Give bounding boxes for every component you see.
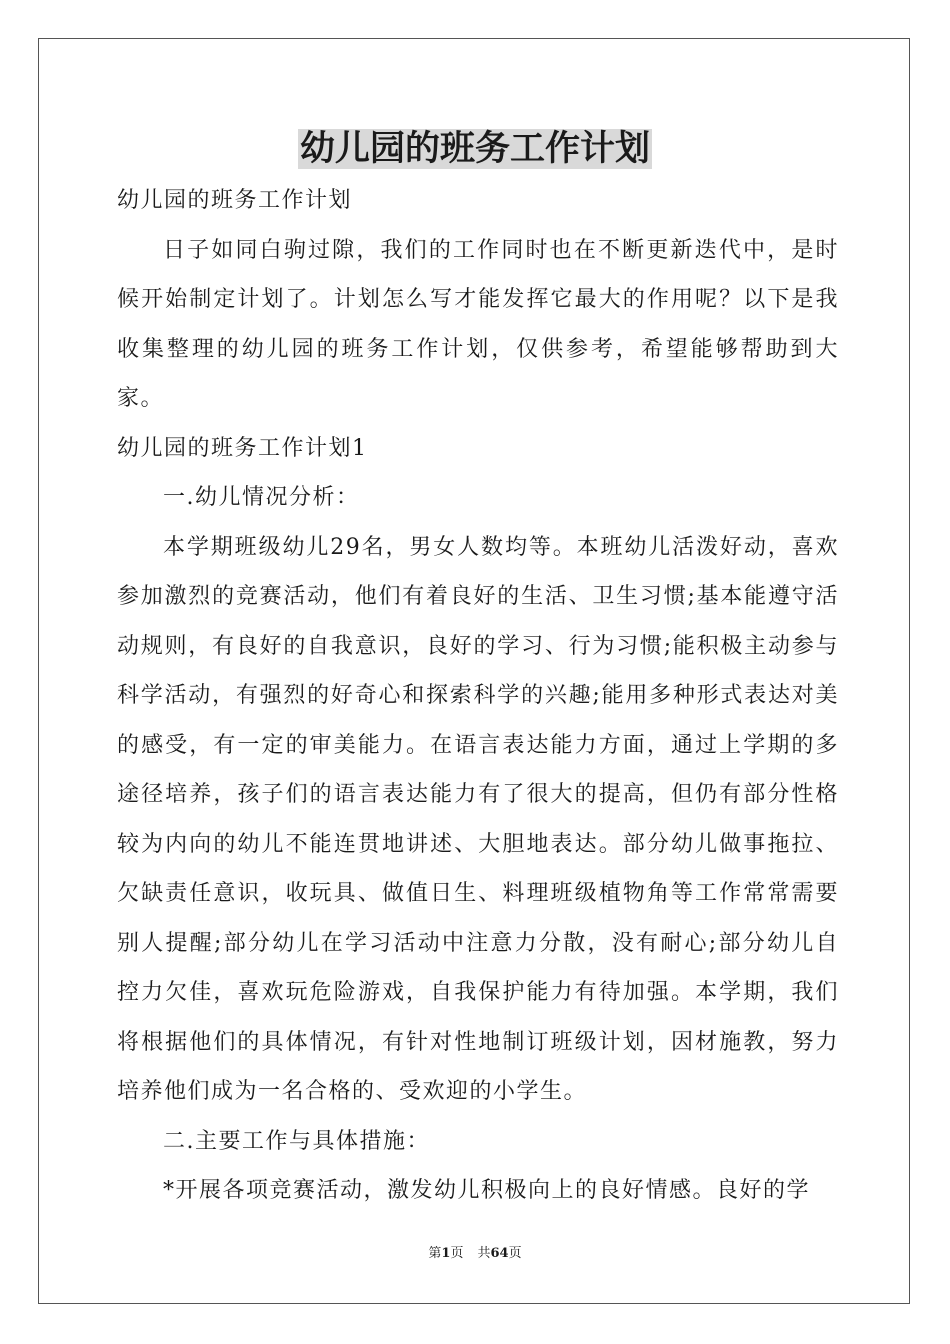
total-page-count: 64 [490,1246,509,1261]
section-heading-child-analysis: 一.幼儿情况分析： [163,485,360,510]
child-analysis-paragraph: 本学期班级幼儿29名，男女人数均等。本班幼儿活泼好动，喜欢参加激烈的竞赛活动，他们有着良好的生活、卫生习惯;基本能遵守活动规则，有良好的自我意识，良好的学习、行为习惯;能积极主动参与科学活动，有强烈的好奇心和探索科学的兴趣;能用多种形式表达对美的感受，有一定的审美能力。在语言表达能力方面，通过上学期的多途径培养，孩子们的语言表达能力有了很大的提高，但仍有部分性格较为内向的幼儿不能连贯地讲述、大胆地表达。部分幼儿做事拖拉、欠缺责任意识，收玩具、做值日生、料理班级植物角等工作常常需要别人提醒;部分幼儿在学习活动中注意力分散，没有耐心;部分幼儿自控力欠佳，喜欢玩危险游戏，自我保护能力有待加强。本学期，我们将根据他们的具体情况，有针对性地制订班级计划，因材施教，努力培养他们成为一名合格的、受欢迎的小学生。 [117,534,839,1104]
document-title-text: 幼儿园的班务工作计划 [299,129,650,169]
subtitle-line: 幼儿园的班务工作计划 [117,188,353,213]
main-work-paragraph: *开展各项竞赛活动，激发幼儿积极向上的良好情感。良好的学 [163,1178,811,1203]
total-suffix: 页 [508,1246,522,1261]
intro-paragraph: 日子如同白驹过隙，我们的工作同时也在不断更新迭代中，是时候开始制定计划了。计划怎么写才能发挥它最大的作用呢？以下是我收集整理的幼儿园的班务工作计划，仅供参考，希望能够帮助到大家。 [117,237,839,411]
total-prefix: 共 [477,1246,491,1261]
page-footer [0,1245,950,1263]
page-suffix: 页 [450,1246,464,1261]
section-heading-main-work: 二.主要工作与具体措施： [163,1128,430,1154]
document-body [117,176,839,1216]
page-prefix: 第 [428,1246,442,1261]
current-page-number: 1 [441,1246,451,1261]
section-heading-plan-1: 幼儿园的班务工作计划1 [117,435,368,461]
document-title [0,124,950,174]
